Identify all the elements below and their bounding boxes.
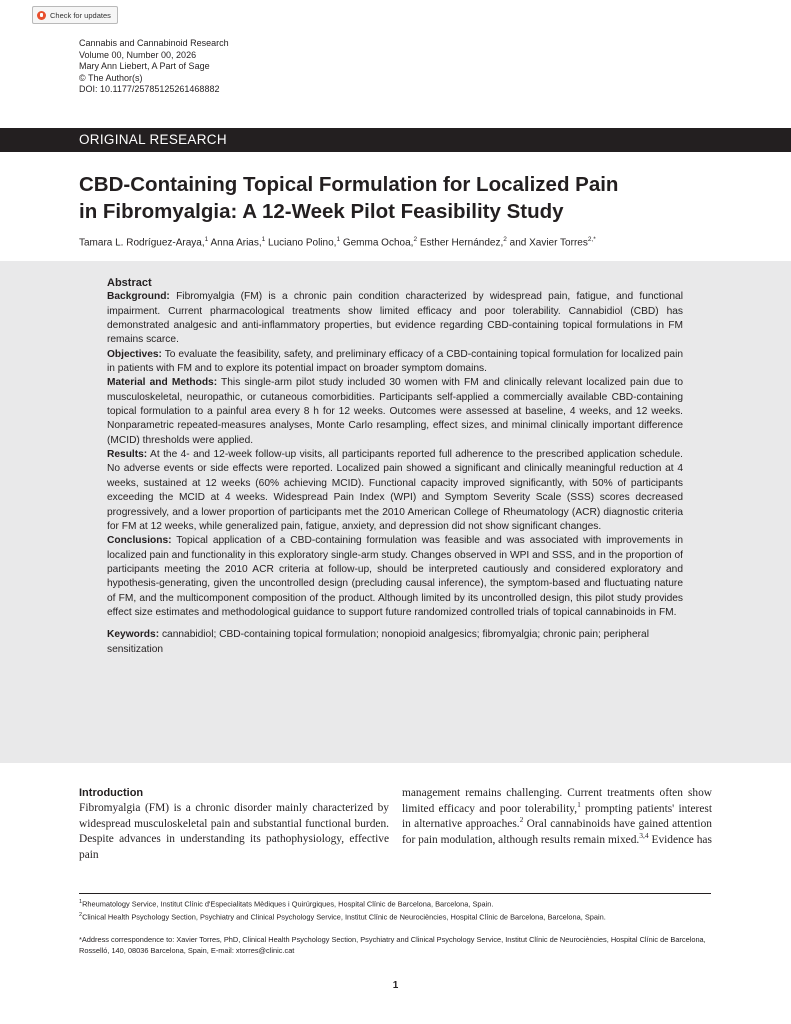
footnotes xyxy=(79,897,719,956)
author-name: and Xavier Torres xyxy=(509,237,588,249)
journal-doi: DOI: 10.1177/25785125261468882 xyxy=(79,84,220,95)
results-text: At the 4- and 12-week follow-up visits, all participants reported full adherence to the prescribed application schedule. No adverse events or side effects were reported. Localized pain showed a significant and clinically meaningful reduction at 4 weeks, sustained at 12 weeks (60% achieving MCID). Functional capacity improved significantly, with 50% of participants exceeding the MCID at 4 weeks. Widespread Pain Index (WPI) and Symptom Severity Scale (SSS) scores decreased progressively, and a lower proportion of participants met the 2010 American College of Rheumatology (ACR) diagnostic criteria for FM at 12 weeks, while generalized pain, fatigue, anxiety, and depression did not show significant changes. xyxy=(107,449,683,532)
background-label: Background: xyxy=(107,291,170,303)
abstract-background-section xyxy=(107,290,683,347)
conclusions-text: Topical application of a CBD-containing formulation was feasible and was associated with improvements in localized pain and functionality in this exploratory single-arm study. Changes observed in WPI and SSS, and in the proportion of participants meeting the 2010 ACR criteria at follow-up, should be interpreted cautiously and considered exploratory and hypothesis-generating, given the uncontrolled design (precluding causal inference), the symptom-based and fluctuating nature of FM, and the multicomponent composition of the product. Although limited by its uncontrolled design, this pilot study provides effect size estimates and methodological guidance to support future randomized controlled trials of topical cannabinoids in FM. xyxy=(107,535,683,618)
section-banner xyxy=(0,128,791,152)
citation-ref[interactable]: 1 xyxy=(577,799,581,809)
abstract-objectives-section xyxy=(107,348,683,377)
page-number: 1 xyxy=(392,980,399,991)
author-affiliation: 2 xyxy=(503,236,507,243)
correspondence-note: *Address correspondence to: Xavier Torres, PhD, Clinical Health Psychology Section, Psychiatry and Clinical Psychology Service, Institut Clínic de Neurociències, Hospital Clínic de Barcelona, Rosselló, 140, 08036 Barcelona, Spain, E-mail: xtorres@clinic.cat xyxy=(79,935,706,955)
methods-text: This single-arm pilot study included 30 women with FM and clinically relevant localized pain due to musculoskeletal, neuropathic, or cutaneous comorbidities. Participants self-applied a commercially available CBD-containing topical formulation to a painful area every 8 h for 12 weeks. Outcomes were assessed at baseline, 4 weeks, and 12 weeks. Nonparametric repeated-measures analyses, Monte Carlo resampling, effect sizes, and minimal clinically important difference (MCID) thresholds were applied. xyxy=(107,377,684,446)
affiliation-1 xyxy=(79,897,719,910)
conclusions-label: Conclusions: xyxy=(107,535,172,547)
objectives-label: Objectives: xyxy=(107,348,162,360)
citation-ref[interactable]: 2 xyxy=(519,815,524,825)
methods-label: Material and Methods: xyxy=(107,377,218,389)
author-affiliation: 1 xyxy=(261,236,266,243)
abstract-results-section xyxy=(107,448,683,534)
intro-paragraph-left: Fibromyalgia (FM) is a chronic disorder mainly characterized by widespread musculoskeletal pain and substantial functional burden. Despite advances in understanding its pathophysiology, effective pain xyxy=(79,802,389,861)
author-name: Esther Hernández, xyxy=(419,237,504,249)
section-label: ORIGINAL RESEARCH xyxy=(79,132,227,147)
intro-column-right xyxy=(402,786,712,848)
title-line-2: in Fibromyalgia: A 12-Week Pilot Feasibility Study xyxy=(79,200,564,223)
author-affiliation: 1 xyxy=(204,236,209,243)
keywords-label: Keywords: xyxy=(107,629,160,641)
abstract-conclusions-section xyxy=(107,534,683,620)
author-list xyxy=(79,236,596,248)
article-title xyxy=(79,171,729,225)
abstract-heading: Abstract xyxy=(107,277,152,289)
background-text: Fibromyalgia (FM) is a chronic pain condition characterized by widespread pain, fatigue, and functional impairment. Current pharmacological treatments show limited efficacy and poor tolerability. Cannabidiol (CBD) has demonstrated analgesic and anti-inflammatory properties, but evidence regarding CBD-containing topical formulations in FM remains scarce. xyxy=(107,291,683,346)
journal-volume: Volume 00, Number 00, 2026 xyxy=(79,49,197,60)
affiliation-text: Clinical Health Psychology Section, Psychiatry and Clinical Psychology Service, Institut Clínic de Neurociències, Hospital Clínic de Barcelona, Barcelona, Spain. xyxy=(82,912,606,922)
author-affiliation: 2 xyxy=(413,236,418,243)
intro-text: prompting patients' interest in alternative approaches. xyxy=(402,802,712,831)
author-affiliation: 2,* xyxy=(587,236,596,243)
author-name: Anna Arias, xyxy=(210,237,262,249)
intro-column-left xyxy=(79,786,389,863)
introduction-heading: Introduction xyxy=(79,787,144,799)
journal-copyright: © The Author(s) xyxy=(79,72,143,83)
journal-publisher: Mary Ann Liebert, A Part of Sage xyxy=(79,61,210,72)
crossmark-icon xyxy=(37,11,46,20)
intro-text: Oral cannabinoids have gained attention for pain modulation, although results remain mixed. xyxy=(402,818,712,846)
affiliation-number: 2 xyxy=(79,912,83,919)
intro-text: management remains challenging. Current treatments often show limited efficacy and poor tolerability, xyxy=(402,787,712,815)
keywords-section xyxy=(107,628,683,657)
affiliation-number: 1 xyxy=(79,899,83,905)
intro-paragraph-right xyxy=(402,786,712,848)
affiliation-2 xyxy=(79,910,719,923)
title-line-1: CBD-Containing Topical Formulation for Localized Pain xyxy=(79,173,619,196)
keywords-text: cannabidiol; CBD-containing topical formulation; nonopioid analgesics; fibromyalgia; chronic pain; peripheral sensitization xyxy=(107,629,649,655)
results-label: Results: xyxy=(107,449,148,461)
author-affiliation: 1 xyxy=(336,236,341,243)
affiliation-text: Rheumatology Service, Institut Clínic d'Especialitats Mèdiques i Quirúrgiques, Hospital Clínic de Barcelona, Barcelona, Spain. xyxy=(82,899,494,909)
footnote-divider xyxy=(79,893,711,894)
abstract-methods-section xyxy=(107,376,683,448)
abstract xyxy=(107,276,683,657)
check-for-updates-label: Check for updates xyxy=(50,10,111,20)
author-name: Luciano Polino, xyxy=(268,237,337,249)
check-for-updates-button[interactable] xyxy=(32,6,118,24)
citation-ref[interactable]: 3,4 xyxy=(639,830,649,840)
intro-text: Evidence has xyxy=(648,833,712,846)
journal-name: Cannabis and Cannabinoid Research xyxy=(79,38,229,48)
objectives-text: To evaluate the feasibility, safety, and preliminary efficacy of a CBD-containing topical formulation for localized pain in patients with FM and to explore its potential impact on broader symptom domains. xyxy=(107,348,683,375)
author-name: Tamara L. Rodríguez-Araya, xyxy=(79,237,205,249)
journal-info xyxy=(79,38,229,96)
author-name: Gemma Ochoa, xyxy=(342,237,414,249)
